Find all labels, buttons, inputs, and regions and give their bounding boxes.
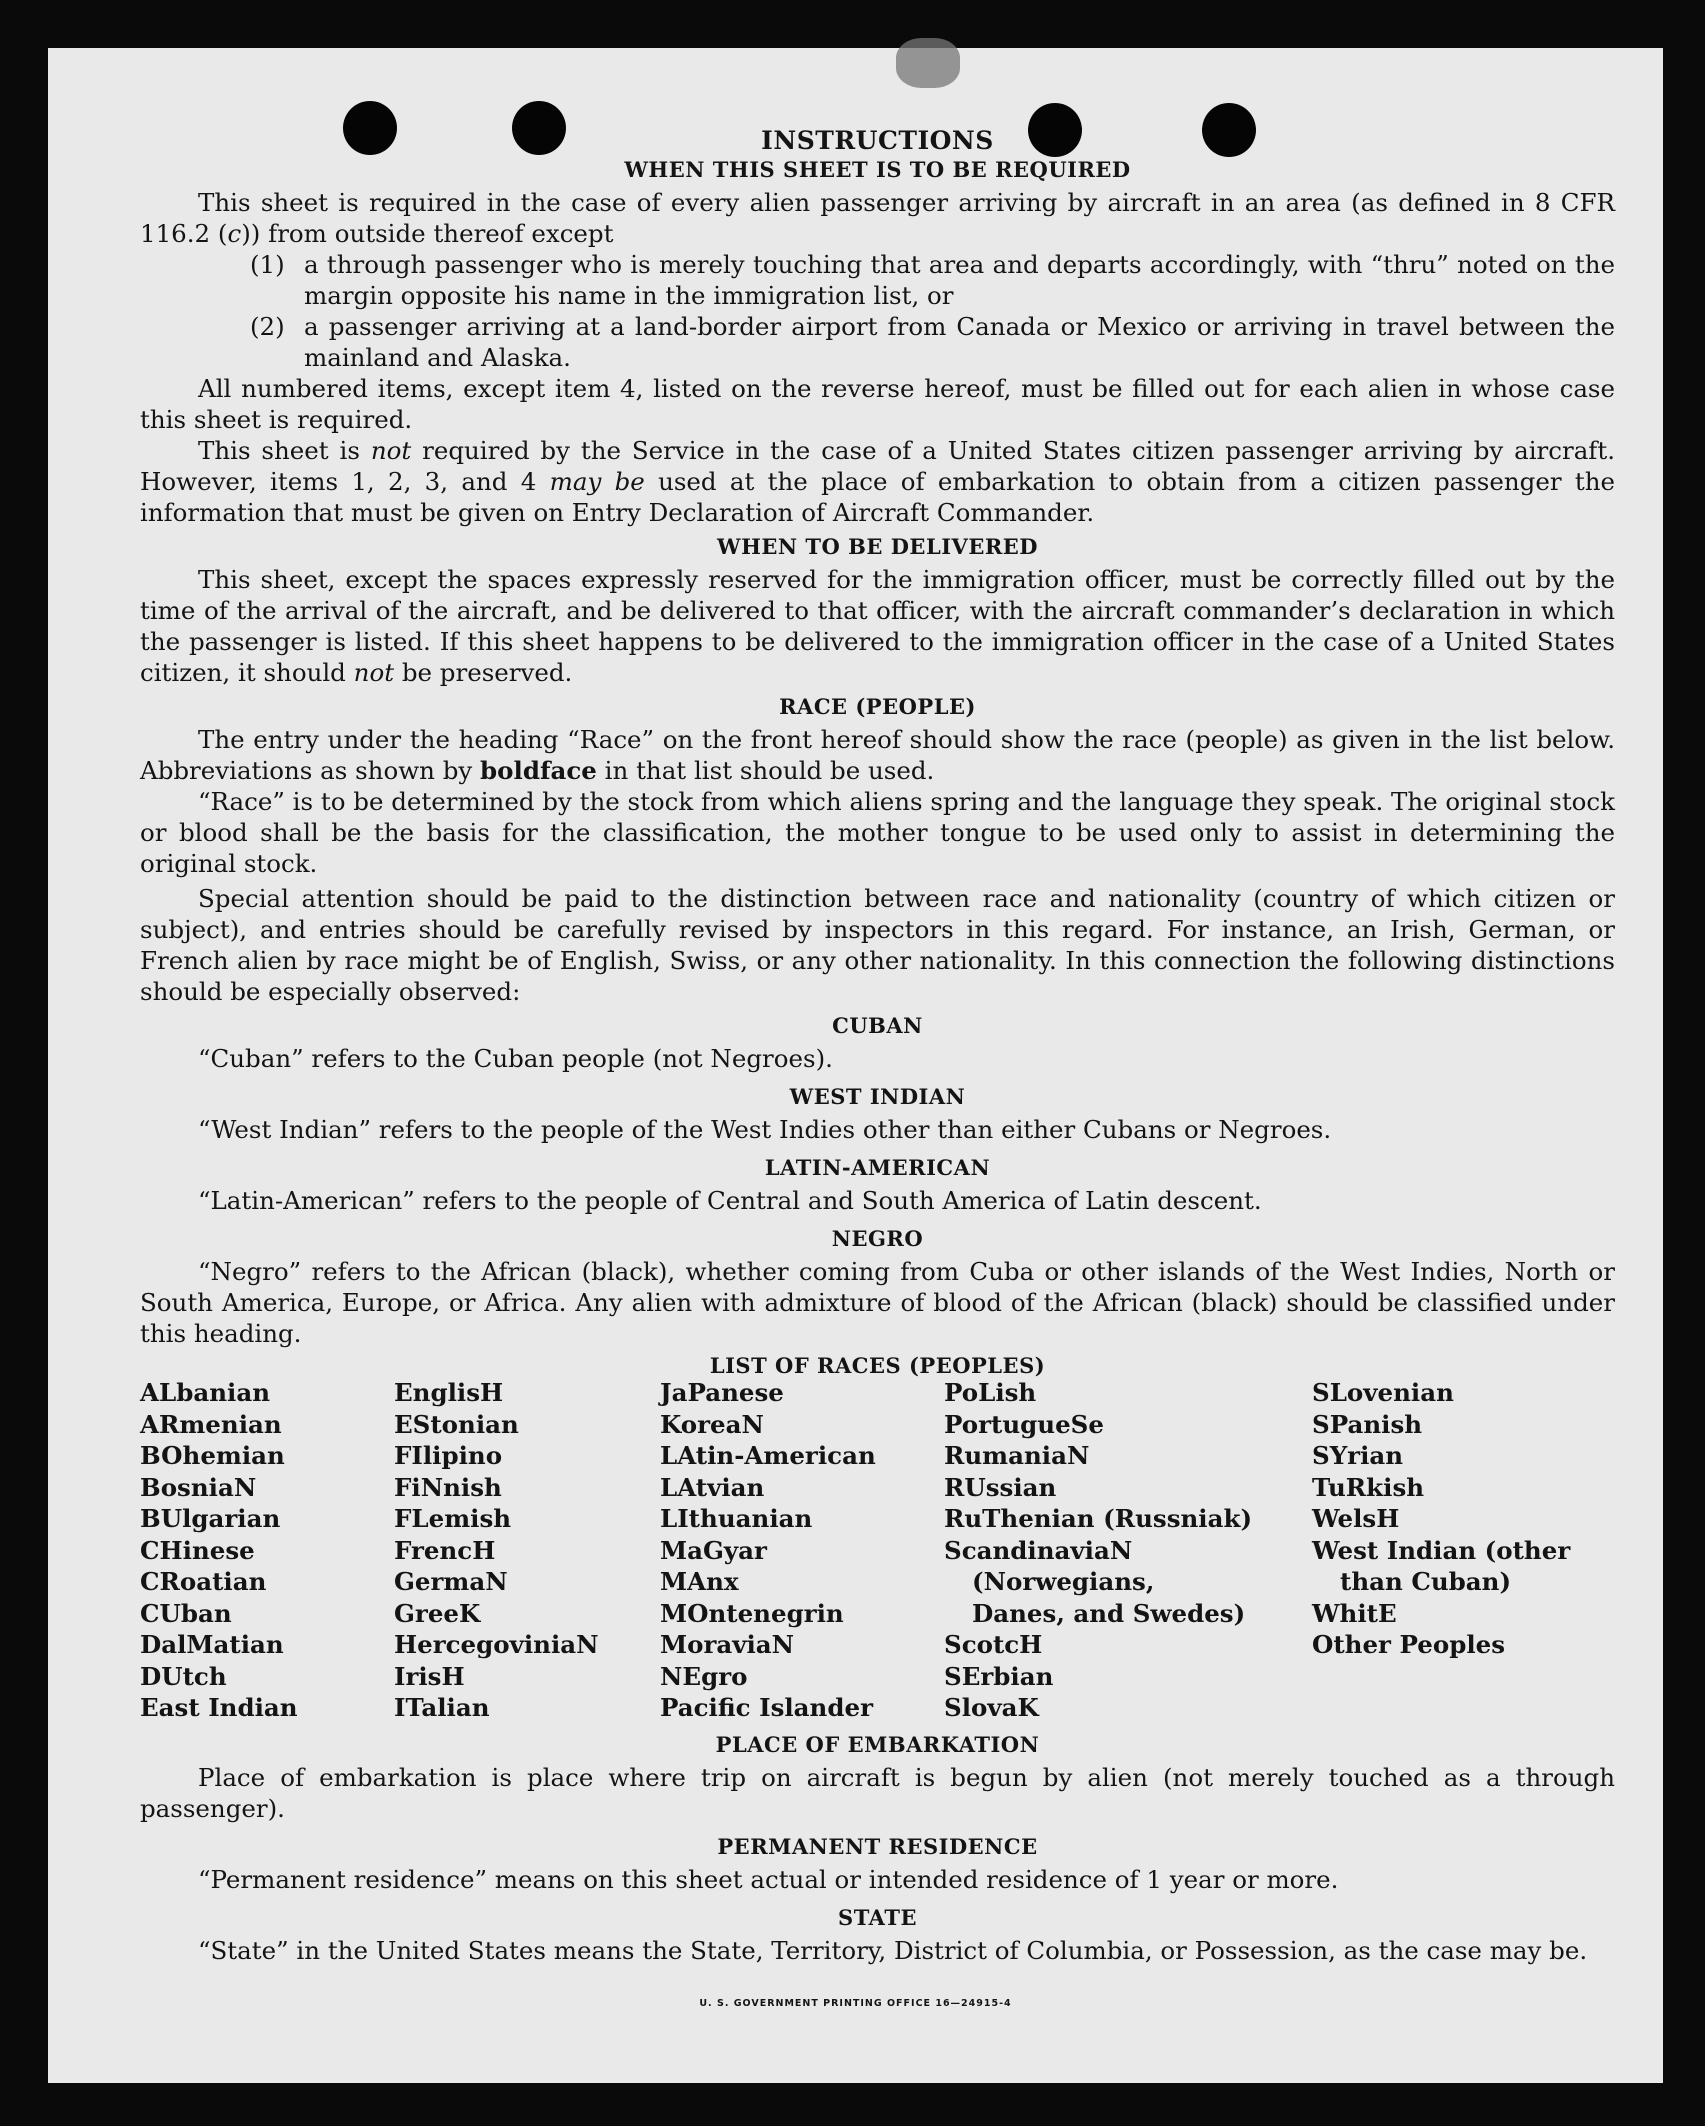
section-heading-negro: NEGRO — [831, 1226, 924, 1251]
paragraph: This sheet is required in the case of every alien passenger arriving by aircraft in an area (as defined in 8 CFR 116.2 (c)) from outside thereof except — [140, 188, 1615, 248]
race-item: DUtch — [140, 1661, 227, 1691]
paragraph: “State” in the United States means the State, Territory, District of Columbia, or Possession, as the case may be. — [198, 1935, 1588, 1965]
race-item: FIlipino — [394, 1441, 503, 1470]
paragraph: “Negro” refers to the African (black), whether coming from Cuba or other islands of the West Indies, North or South America, Europe, or Africa. Any alien with admixture of blood of the African (black) should be classified under this heading. — [140, 1257, 1615, 1348]
section-heading-delivered: WHEN TO BE DELIVERED — [716, 534, 1038, 559]
race-item: Other Peoples — [1312, 1630, 1506, 1659]
section-heading-race: RACE (PEOPLE) — [779, 694, 976, 719]
race-item: ARmenian — [140, 1409, 282, 1439]
race-item: WhitE — [1312, 1598, 1397, 1628]
races-column — [140, 1377, 394, 1724]
race-item: PoLish — [944, 1378, 1037, 1407]
races-list — [140, 1377, 1615, 1724]
list-item: (1) a through passenger who is merely touching that area and departs accordingly, with “thru” noted on the margin opposite his name in the immigration list, or — [250, 250, 1615, 310]
race-item: HercegoviniaN — [394, 1630, 599, 1659]
paragraph: “Permanent residence” means on this sheet actual or intended residence of 1 year or more. — [198, 1864, 1339, 1894]
race-item: RumaniaN — [944, 1441, 1090, 1470]
race-item: EStonian — [394, 1409, 519, 1439]
printing-office-imprint: U. S. GOVERNMENT PRINTING OFFICE 16—24915-4 — [699, 1998, 1012, 2009]
paragraph: “Latin-American” refers to the people of Central and South America of Latin descent. — [198, 1186, 1262, 1215]
section-heading-embarkation: PLACE OF EMBARKATION — [715, 1731, 1040, 1757]
section-heading-cuban: CUBAN — [832, 1013, 923, 1038]
paragraph: “Race” is to be determined by the stock from which aliens spring and the language they speak. The original stock or blood shall be the basis for the classification, the mother tongue to be used only to assist in determining the original stock. — [140, 787, 1615, 878]
race-item: West Indian (other than Cuban) — [1312, 1535, 1571, 1596]
race-item: CUban — [140, 1598, 232, 1628]
paragraph: This sheet, except the spaces expressly reserved for the immigration officer, must be correctly filled out by the time of the arrival of the aircraft, and be delivered to that officer, with the aircraft commander’s declaration in which the passenger is listed. If this sheet happens to be delivered to the immigration officer in the case of a United States citizen, it should not be preserved. — [140, 565, 1615, 687]
races-column — [1312, 1377, 1572, 1724]
page-title: INSTRUCTIONS — [761, 126, 994, 155]
race-item: FrencH — [394, 1535, 496, 1565]
race-item: SYrian — [1312, 1441, 1404, 1470]
race-item: Pacific Islander — [660, 1693, 873, 1722]
race-item: TuRkish — [1312, 1472, 1425, 1502]
race-item: ITalian — [394, 1693, 490, 1722]
race-item: LAtvian — [660, 1472, 765, 1502]
paragraph: This sheet is not required by the Service in the case of a United States citizen passenger arriving by aircraft. However, items 1, 2, 3, and 4 may be used at the place of embarkation to obtain from a citizen passenger the information that must be given on Entry Declaration of Aircraft Commander. — [140, 436, 1616, 527]
race-item: SlovaK — [944, 1693, 1039, 1722]
paragraph: Place of embarkation is place where trip on aircraft is begun by alien (not merely touched as a through passenger). — [140, 1762, 1615, 1823]
paragraph: Special attention should be paid to the distinction between race and nationality (country of which citizen or subject), and entries should be carefully revised by inspectors in this regard. For instance, an Irish, German, or French alien by race might be of English, Swiss, or any other nationality. In this connection the following distinctions should be especially observed: — [140, 884, 1615, 1006]
race-item: WelsH — [1312, 1504, 1400, 1533]
race-item: FLemish — [394, 1504, 512, 1533]
race-item: MOntenegrin — [660, 1598, 844, 1628]
race-item: ScandinaviaN (Norwegians, Danes, and Swedes) — [944, 1535, 1246, 1628]
race-item: KoreaN — [660, 1409, 764, 1439]
paragraph: “Cuban” refers to the Cuban people (not Negroes). — [198, 1044, 833, 1073]
instructions-text — [140, 123, 1615, 1966]
race-item: SLovenian — [1312, 1378, 1454, 1407]
race-item: BUlgarian — [140, 1504, 281, 1533]
race-item: GermaN — [394, 1567, 508, 1596]
race-item: JaPanese — [660, 1378, 784, 1407]
race-item: East Indian — [140, 1693, 298, 1722]
section-heading-west-indian: WEST INDIAN — [789, 1084, 966, 1109]
document-page — [48, 48, 1663, 2083]
section-heading-list-of-races: LIST OF RACES (PEOPLES) — [709, 1353, 1046, 1378]
race-item: RuThenian (Russniak) — [944, 1504, 1253, 1533]
race-item: ScotcH — [944, 1630, 1043, 1659]
races-column — [944, 1377, 1312, 1724]
race-item: SErbian — [944, 1661, 1054, 1691]
section-heading-latin-american: LATIN-AMERICAN — [764, 1155, 991, 1180]
race-item: LIthuanian — [660, 1504, 813, 1533]
section-heading-state: STATE — [838, 1904, 917, 1930]
race-item: BosniaN — [140, 1472, 257, 1502]
races-column — [394, 1377, 660, 1724]
section-heading-residence: PERMANENT RESIDENCE — [717, 1833, 1038, 1859]
paragraph: The entry under the heading “Race” on the front hereof should show the race (people) as given in the list below. Abbreviations as shown by boldface in that list should be used. — [140, 725, 1615, 785]
race-item: FiNnish — [394, 1472, 502, 1502]
race-item: PortugueSe — [944, 1409, 1104, 1439]
races-column — [660, 1377, 944, 1724]
race-item: RUssian — [944, 1472, 1057, 1502]
race-item: LAtin-American — [660, 1441, 876, 1470]
race-item: DalMatian — [140, 1630, 284, 1659]
list-item: (2) a passenger arriving at a land-border airport from Canada or Mexico or arriving in travel between the mainland and Alaska. — [250, 312, 1615, 372]
race-item: CHinese — [140, 1535, 255, 1565]
race-item: ALbanian — [140, 1378, 271, 1407]
paragraph: All numbered items, except item 4, listed on the reverse hereof, must be filled out for each alien in whose case this sheet is required. — [140, 374, 1615, 434]
race-item: SPanish — [1312, 1409, 1423, 1439]
section-heading-required: WHEN THIS SHEET IS TO BE REQUIRED — [624, 157, 1131, 182]
paragraph: “West Indian” refers to the people of the West Indies other than either Cubans or Negroes. — [198, 1115, 1332, 1144]
race-item: NEgro — [660, 1661, 748, 1691]
smudge-mark — [896, 38, 960, 88]
race-item: CRoatian — [140, 1567, 267, 1596]
race-item: MAnx — [660, 1567, 739, 1596]
race-item: IrisH — [394, 1661, 465, 1691]
race-item: MoraviaN — [660, 1630, 795, 1659]
race-item: MaGyar — [660, 1535, 767, 1565]
race-item: GreeK — [394, 1598, 481, 1628]
race-item: EnglisH — [394, 1378, 504, 1407]
race-item: BOhemian — [140, 1441, 285, 1470]
